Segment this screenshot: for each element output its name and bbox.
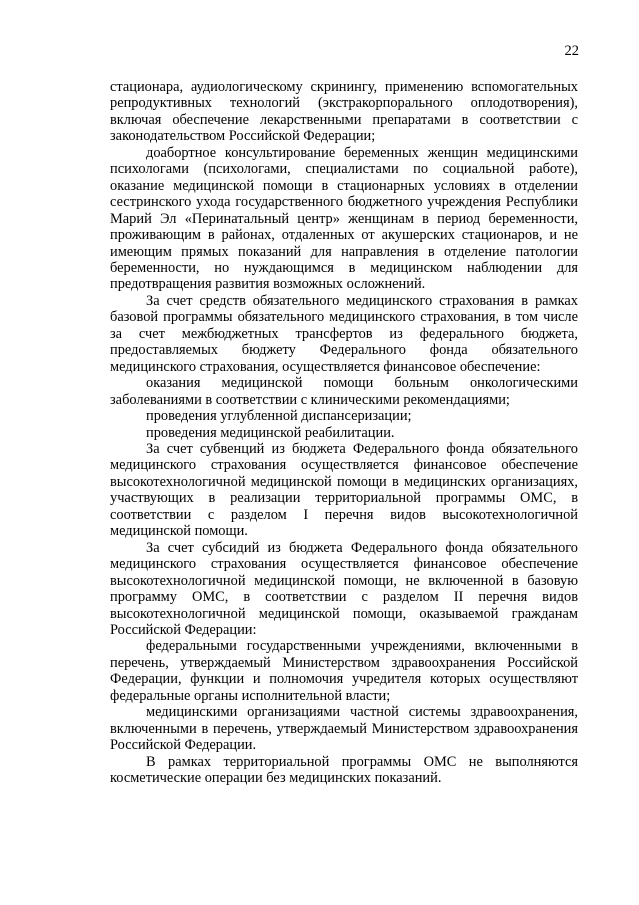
paragraph: За счет субсидий из бюджета Федерального фонда обязательного медицинского страхования осуществляется финансовое обеспечение высокотехнологичной медицинской помощи, не включенной в базовую программу ОМС, в соответствии с разделом II перечня видов высокотехнологичной медицинской помощи, оказываемой гражданам Российской Федерации: [110, 539, 578, 638]
paragraph: федеральными государственными учреждениями, включенными в перечень, утверждаемый Министерством здравоохранения Российской Федерации, функции и полномочия учредителя которых осуществляют федеральные органы исполнительной власти; [110, 638, 578, 704]
paragraph: В рамках территориальной программы ОМС не выполняются косметические операции без медицинских показаний. [110, 753, 578, 787]
paragraph: доабортное консультирование беременных женщин медицинскими психологами (психологами, специалистами по социальной работе), оказание медицинской помощи в стационарных условиях в отделении сестринского ухода государственного бюджетного учреждения Республики Марий Эл «Перинатальный центр» женщинам в период беременности, проживающим в районах, отдаленных от акушерских стационаров, и не имеющим прямых показаний для направления в отделение патологии беременности, но нуждающимся в медицинском наблюдении для предотвращения развития возможных осложнений. [110, 144, 578, 293]
paragraph: оказания медицинской помощи больным онкологическими заболеваниями в соответствии с клиническими рекомендациями; [110, 375, 578, 408]
paragraph: проведения медицинской реабилитации. [146, 424, 395, 441]
paragraph: медицинскими организациями частной системы здравоохранения, включенными в перечень, утверждаемый Министерством здравоохранения Российской Федерации. [110, 704, 578, 754]
page-number: 22 [564, 43, 579, 59]
body-text [110, 79, 578, 786]
paragraph: стационара, аудиологическому скринингу, применению вспомогательных репродуктивных технологий (экстракорпорального оплодотворения), включая обеспечение лекарственными препаратами в соответствии с законодательством Российской Федерации; [110, 79, 578, 145]
paragraph: проведения углубленной диспансеризации; [146, 408, 412, 425]
paragraph: За счет субвенций из бюджета Федерального фонда обязательного медицинского страхования осуществляется финансовое обеспечение высокотехнологичной медицинской помощи в медицинских организациях, участвующих в реализации территориальной программы ОМС, в соответствии с разделом I перечня видов высокотехнологичной медицинской помощи. [110, 440, 578, 540]
paragraph: За счет средств обязательного медицинского страхования в рамках базовой программы обязательного медицинского страхования, в том числе за счет межбюджетных трансфертов из федерального бюджета, предоставляемых бюджету Федерального фонда обязательного медицинского страхования, осуществляется финансовое обеспечение: [110, 292, 578, 375]
